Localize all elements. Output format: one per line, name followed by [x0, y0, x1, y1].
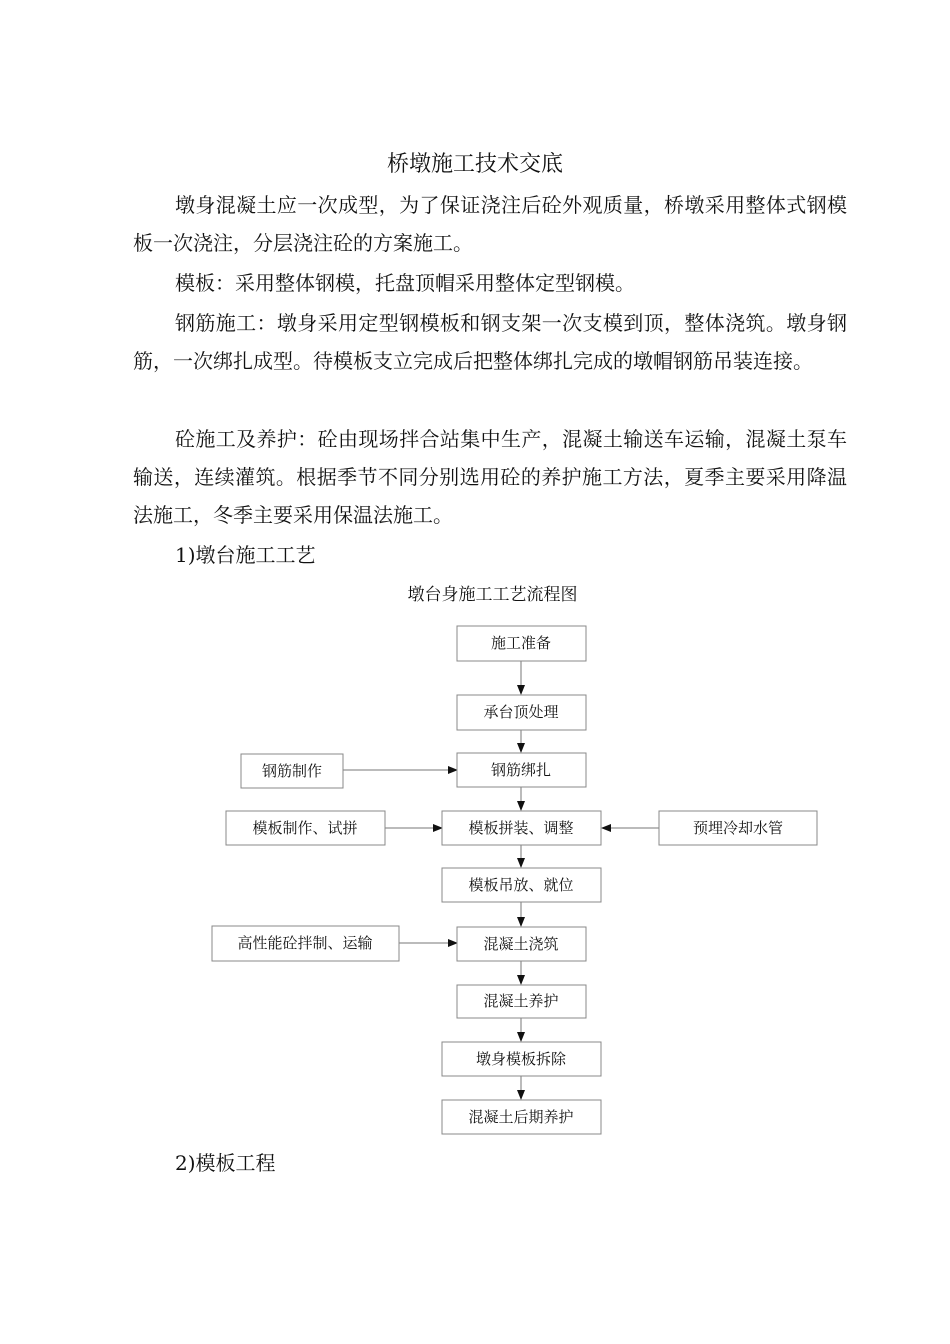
flow-step-label: 模板拼装、调整 [468, 819, 574, 837]
flow-step-box [442, 1042, 601, 1076]
flow-step-label: 模板吊放、就位 [468, 876, 574, 894]
flow-step-box [457, 626, 586, 661]
flow-input-label: 高性能砼拌制、运输 [237, 934, 373, 952]
flow-step-label: 混凝土养护 [483, 992, 559, 1010]
section-heading-1: 1)墩台施工工艺 [175, 543, 316, 567]
flow-step-label: 施工准备 [490, 634, 552, 652]
flow-input-box [241, 754, 343, 788]
flow-input-box [226, 811, 385, 845]
flow-step-box [442, 1100, 601, 1134]
flow-step-box [457, 753, 586, 787]
flow-step-label: 混凝土浇筑 [483, 935, 559, 953]
flow-step-box [442, 811, 601, 845]
paragraph-formwork: 模板：采用整体钢模，托盘顶帽采用整体定型钢模。 [175, 271, 635, 295]
page-title: 桥墩施工技术交底 [386, 152, 563, 177]
flow-step-label: 承台顶处理 [483, 703, 559, 721]
flow-input-label: 钢筋制作 [261, 762, 323, 780]
section-heading-2: 2)模板工程 [175, 1151, 276, 1175]
flow-step-box [457, 695, 586, 730]
flow-step-box [457, 985, 586, 1018]
flow-input-label: 预埋冷却水管 [692, 819, 784, 837]
paragraph-concrete: 砼施工及养护：砼由现场拌合站集中生产，混凝土输送车运输，混凝土泵车输送，连续灌筑。根据季节不同分别选用砼的养护施工方法，夏季主要采用降温法施工，冬季主要采用保温法施工。 [133, 427, 847, 527]
flow-step-box [457, 927, 586, 961]
flow-input-box [659, 811, 817, 845]
flow-step-label: 钢筋绑扎 [490, 761, 552, 779]
paragraph-intro: 墩身混凝土应一次成型，为了保证浇注后砼外观质量，桥墩采用整体式钢模板一次浇注，分层浇注砼的方案施工。 [133, 193, 847, 255]
flow-input-label: 模板制作、试拼 [252, 819, 358, 837]
flow-step-box [442, 868, 601, 902]
paragraph-rebar: 钢筋施工：墩身采用定型钢模板和钢支架一次支模到顶，整体浇筑。墩身钢筋，一次绑扎成型。待模板支立完成后把整体绑扎完成的墩帽钢筋吊装连接。 [133, 311, 847, 373]
flow-step-label: 混凝土后期养护 [468, 1108, 574, 1126]
flowchart-title: 墩台身施工工艺流程图 [407, 585, 578, 605]
flow-input-box [212, 926, 399, 961]
flow-step-label: 墩身模板拆除 [475, 1050, 567, 1068]
